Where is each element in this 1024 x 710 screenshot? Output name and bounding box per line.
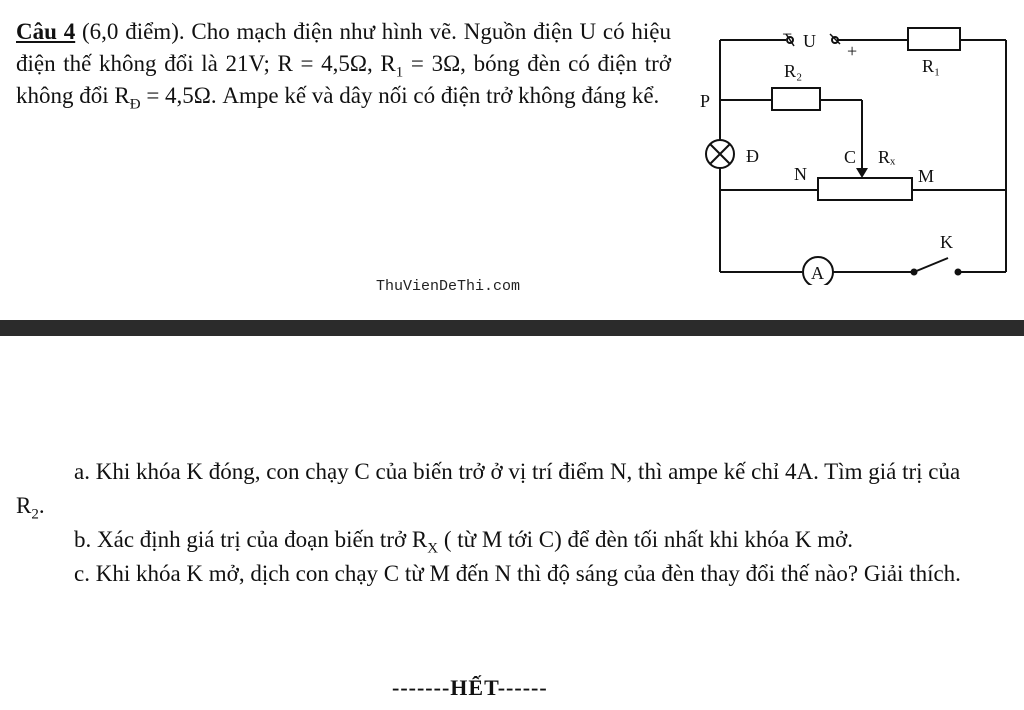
r2-subscript: 2 — [31, 506, 39, 523]
questions — [16, 455, 962, 591]
question-points: (6,0 điểm). — [82, 19, 185, 44]
r2-label: R₂ — [784, 61, 803, 81]
node-m-label: M — [918, 166, 935, 186]
node-c-label: C — [844, 147, 857, 167]
problem-text-1: Cho mạch điện như hình vẽ. Nguồn điện U có hiệu điện thế không đổi là 21V; R = 4,5Ω, R — [16, 19, 672, 76]
question-a — [16, 455, 962, 523]
question-b — [16, 523, 962, 557]
divider-bar — [0, 320, 1024, 336]
r2-resistor — [772, 88, 820, 110]
lamp-label: Đ — [746, 146, 759, 166]
slider-c-arrow — [856, 168, 868, 178]
problem-statement — [16, 16, 671, 112]
source-minus-label: − — [782, 24, 793, 44]
question-b-text-2: ( từ M tới C) để đèn tối nhất khi khóa K mở. — [438, 527, 854, 552]
watermark: ThuVienDeThi.com — [376, 278, 521, 295]
switch-k-label: K — [940, 232, 953, 252]
node-n-label: N — [794, 164, 807, 184]
rheostat-rx — [818, 178, 912, 200]
question-c-text: c. Khi khóa K mở, dịch con chạy C từ M đến N thì độ sáng của đèn thay đổi thế nào? Giải thích. — [74, 561, 961, 586]
problem-text-2: = 3Ω, bóng đèn có điện trở không đổi R — [16, 51, 671, 108]
end-marker: -------HẾT------ — [392, 675, 548, 700]
node-p-label: P — [700, 91, 711, 111]
rx-label: Rₓ — [878, 147, 896, 167]
ammeter-label: A — [811, 263, 824, 283]
r1-subscript: 1 — [395, 64, 404, 81]
source-plus-label: + — [847, 41, 858, 61]
question-c — [16, 557, 962, 591]
question-heading: Câu 4 — [16, 19, 76, 44]
r1-resistor — [908, 28, 960, 50]
rx-subscript: X — [427, 540, 439, 557]
question-b-text-1: b. Xác định giá trị của đoạn biến trở R — [74, 527, 428, 552]
circuit-diagram — [690, 20, 1015, 285]
lamp-subscript: Đ — [129, 96, 141, 113]
question-a-end: . — [38, 493, 45, 518]
switch-k — [914, 258, 948, 272]
problem-text-3: = 4,5Ω. Ampe kế và dây nối có điện trở không đáng kể. — [140, 83, 660, 108]
question-a-text: a. Khi khóa K đóng, con chạy C của biến trở ở vị trí điểm N, thì ampe kế chỉ 4A. Tìm giá trị của R — [16, 459, 961, 518]
source-u-label: U — [803, 31, 816, 51]
r1-label: R₁ — [922, 56, 941, 76]
